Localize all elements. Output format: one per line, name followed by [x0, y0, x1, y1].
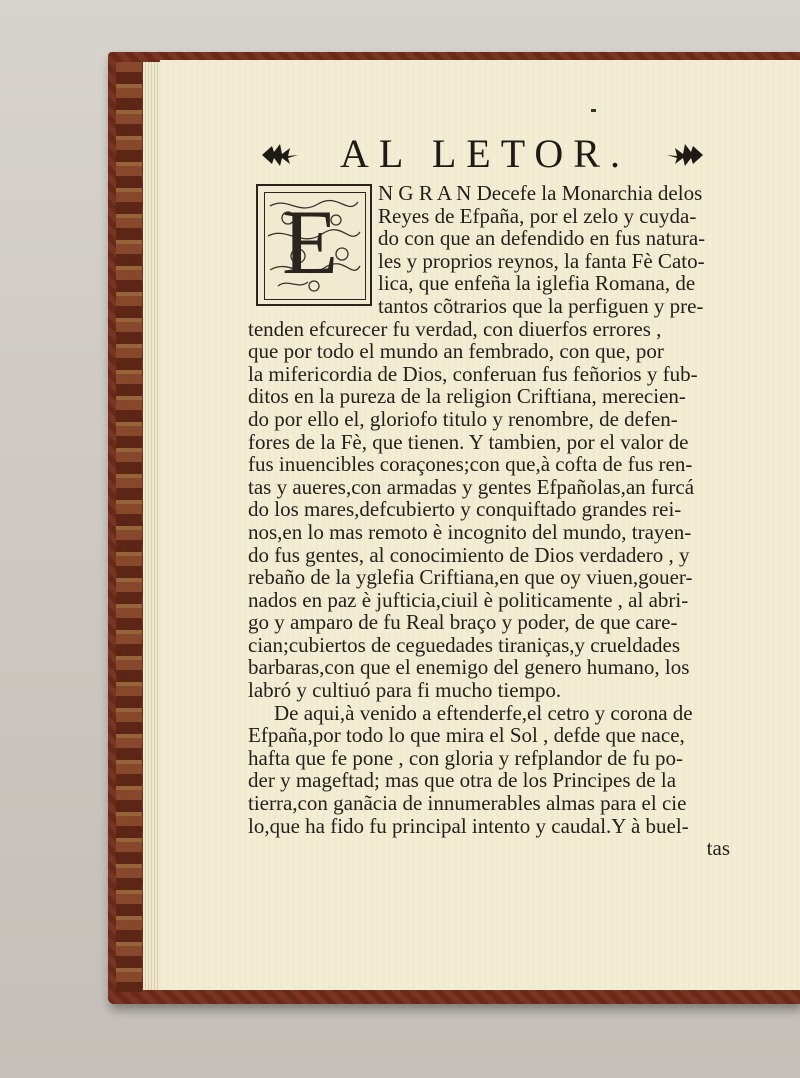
printer-mark — [591, 109, 596, 112]
text-line: do con que an defendido en fus natura- — [378, 226, 706, 251]
drop-cap-letter: E — [282, 191, 339, 293]
body-text — [248, 182, 730, 860]
fleuron-right-icon — [665, 140, 705, 170]
text-line: rebaño de la yglefia Criftiana,en que oy viuen,gouer- — [248, 565, 693, 590]
binding-tooling — [116, 62, 142, 992]
text-line: fus inuencibles coraçones;con que,à cofta de fus ren- — [248, 452, 693, 477]
text-line: que por todo el mundo an fembrado, con que, por — [248, 339, 664, 364]
text-line: les y proprios reynos, la fanta Fè Cato- — [378, 248, 705, 273]
paragraph — [248, 182, 730, 702]
text-line: fores de la Fè, que tienen. Y tambien, por el valor de — [248, 429, 689, 454]
paragraph — [248, 702, 730, 838]
catchword: tas — [706, 836, 730, 861]
text-line: tierra,con ganãcia de innumerables almas para el cie — [248, 791, 687, 816]
text-line: lica, que enfeña la iglefia Romana, de — [378, 271, 696, 296]
heading-row — [260, 132, 730, 182]
text-line: Reyes de Efpaña, por el zelo y cuyda- — [378, 203, 697, 228]
text-line: hafta que fe pone , con gloria y refplandor de fu po- — [248, 745, 683, 770]
text-line: nados en paz è jufticia,ciuil è politicamente , al abri- — [248, 587, 689, 612]
fleuron-left-icon — [260, 140, 300, 170]
text-line: cian;cubiertos de ceguedades tiraniças,y crueldades — [248, 632, 681, 657]
text-line: tenden efcurecer fu verdad, con diuerfos errores , — [248, 316, 662, 341]
text-line: De aqui,à venido a eftenderfe,el cetro y corona de — [274, 700, 693, 725]
text-line: labró y cultiuó para fi mucho tiempo. — [248, 678, 562, 703]
text-line: la mifericordia de Dios, conferuan fus feñorios y fub- — [248, 361, 698, 386]
text-line: N G R A N Decefe la Monarchia delos — [378, 181, 703, 205]
book-page — [160, 60, 800, 990]
heading-title: AL LETOR. — [340, 131, 630, 176]
text-line: do fus gentes, al conocimiento de Dios verdadero , y — [248, 542, 690, 567]
text-line: lo,que ha fido fu principal intento y caudal.Y à buel- — [248, 813, 689, 838]
text-line: do los mares,defcubierto y conquiftado grandes rei- — [248, 497, 682, 522]
text-line: nos,en lo mas remoto è incognito del mundo, trayen- — [248, 519, 692, 544]
text-line: der y mageftad; mas que otra de los Principes de la — [248, 768, 677, 793]
text-line: tas y aueres,con armadas y gentes Efpañolas,an furcá — [248, 474, 695, 499]
text-line: ditos en la pureza de la religion Criftiana, merecien- — [248, 384, 686, 409]
text-line: go y amparo de fu Real braço y poder, de que care- — [248, 610, 678, 635]
text-line: Efpaña,por todo lo que mira el Sol , defde que nace, — [248, 723, 685, 748]
text-line: barbaras,con que el enemigo del genero humano, los — [248, 655, 690, 680]
text-line: do por ello el, gloriofo titulo y renombre, de defen- — [248, 406, 678, 431]
text-line: tantos cõtrarios que la perfiguen y pre- — [378, 293, 704, 318]
